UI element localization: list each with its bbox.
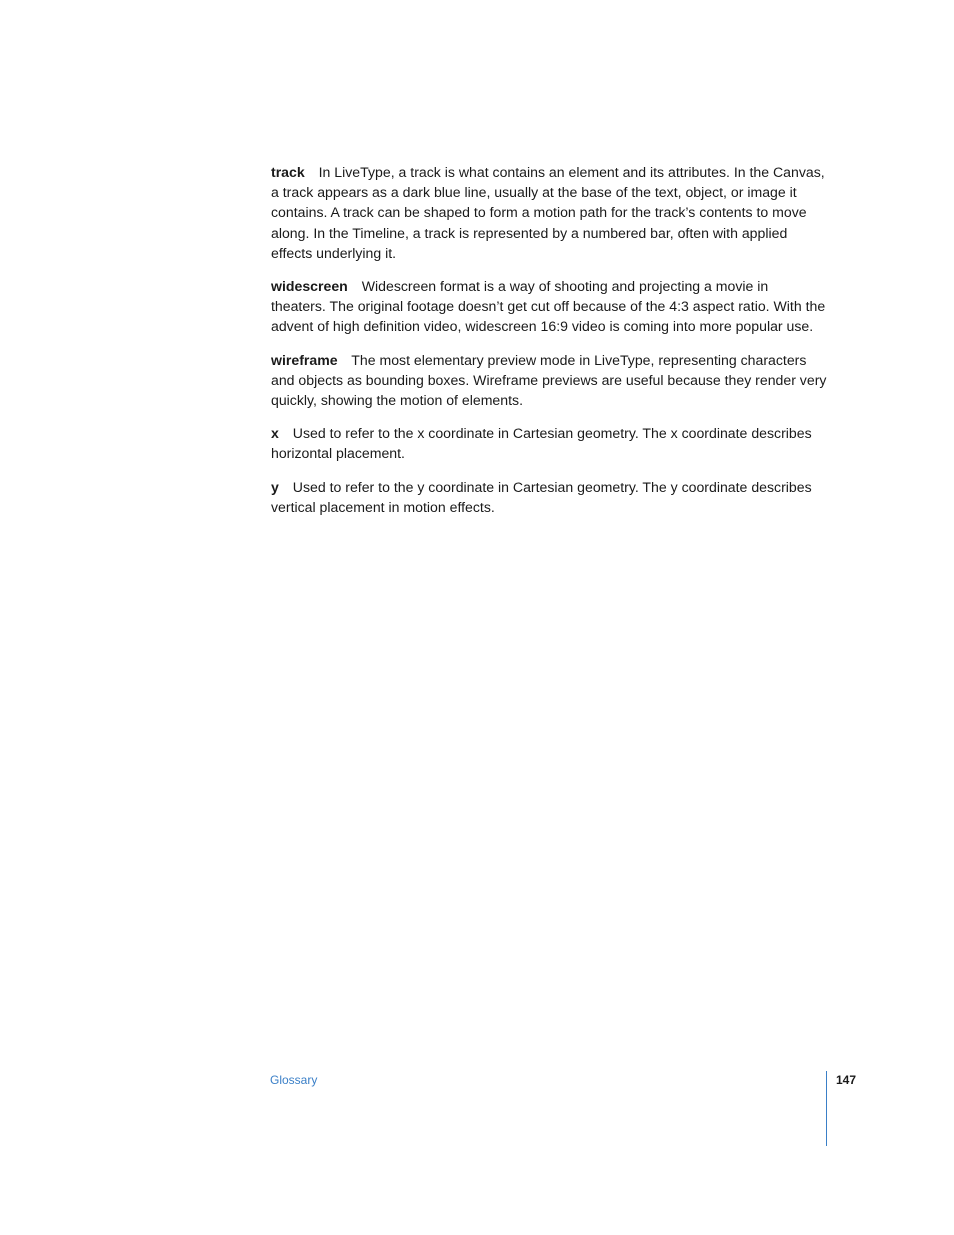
glossary-entry-x — [271, 423, 827, 463]
page-number: 147 — [836, 1073, 857, 1087]
glossary-term: x — [271, 425, 279, 442]
glossary-definition: Used to refer to the x coordinate in Cartesian geometry. The x coordinate describes horizontal placement. — [271, 425, 812, 462]
glossary-entry-track — [271, 162, 827, 263]
glossary-term: y — [271, 478, 279, 495]
glossary-definition: In LiveType, a track is what contains an element and its attributes. In the Canvas, a track appears as a dark blue line, usually at the base of the text, object, or image it contains. A track can be shaped to form a motion path for the track’s contents to move along. In the Timeline, a track is represented by a numbered bar, often with applied effects underlying it. — [271, 164, 825, 261]
glossary-definition: Used to refer to the y coordinate in Cartesian geometry. The y coordinate describes vertical placement in motion effects. — [271, 478, 812, 515]
glossary-term: widescreen — [271, 278, 348, 295]
footer-divider — [826, 1071, 827, 1146]
glossary-entry-y — [271, 477, 827, 517]
glossary-entry-widescreen — [271, 276, 827, 337]
glossary-entry-wireframe — [271, 350, 827, 411]
glossary-definition: The most elementary preview mode in LiveType, representing characters and objects as bounding boxes. Wireframe previews are useful because they render very quickly, showing the motion of elements. — [271, 351, 827, 409]
glossary-term: wireframe — [271, 351, 338, 368]
glossary-definition: Widescreen format is a way of shooting and projecting a movie in theaters. The original footage doesn’t get cut off because of the 4:3 aspect ratio. With the advent of high definition video, widescreen 16:9 video is coming into more popular use. — [271, 278, 826, 335]
footer-section-name: Glossary — [270, 1073, 318, 1087]
glossary-entries — [271, 162, 827, 530]
glossary-term: track — [271, 164, 305, 180]
